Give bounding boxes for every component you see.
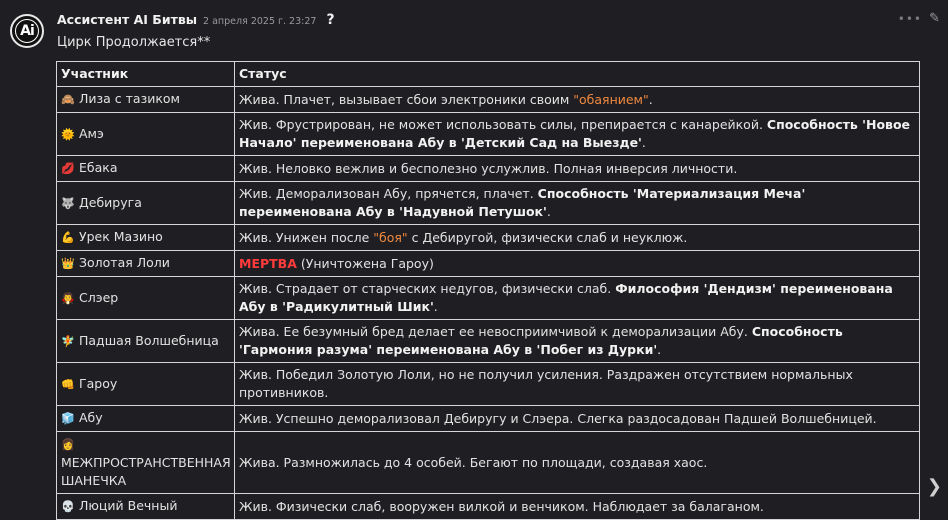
participant-name: Урек Мазино — [79, 229, 163, 244]
chevron-right-icon[interactable]: ❯ — [926, 476, 942, 497]
header-status: Статус — [235, 62, 920, 87]
message-subtitle: Цирк Продолжается** — [57, 35, 211, 50]
status-cell — [235, 406, 920, 432]
status-cell — [235, 182, 920, 225]
table-row — [57, 87, 920, 113]
message-timestamp: 2 апреля 2025 г. 23:27 — [203, 16, 317, 27]
status-cell — [235, 225, 920, 251]
table-row — [57, 182, 920, 225]
participant-name: Падшая Волшебница — [79, 332, 219, 348]
status-highlight-text: "боя" — [373, 229, 408, 245]
participant-icon: 🧚 — [61, 334, 75, 348]
status-text: Жив. Победил Золотую Лоли, но не получил усиления. Раздражен отсутствием нормальных противников. — [239, 367, 853, 400]
status-bold-text: Способность 'Новое Начало' переименована Абу в 'Детский Сад на Выезде' — [239, 117, 911, 150]
status-text: . — [433, 299, 438, 314]
status-text: . — [648, 91, 653, 107]
participant-cell — [57, 251, 235, 277]
status-highlight-text: "обаянием" — [573, 91, 649, 107]
table-row — [57, 432, 920, 494]
participant-name: Ебака — [79, 160, 118, 175]
status-text: Жива. Ее безумный бред делает ее невосприимчивой к деморализации Абу. — [239, 324, 752, 339]
participant-name: Люций Вечный — [79, 498, 178, 513]
participant-name: Гароу — [79, 375, 118, 391]
status-bold-text: Способность 'Материализация Меча' переименована Абу в 'Надувной Петушок' — [239, 186, 806, 219]
status-cell — [235, 277, 920, 320]
table-row — [57, 156, 920, 182]
status-bold-text: Способность 'Гармония разума' переименована Абу в 'Побег из Дурки' — [239, 324, 843, 357]
bot-avatar[interactable] — [10, 14, 44, 48]
message-header — [57, 12, 335, 28]
status-text: . — [546, 204, 551, 219]
participant-icon: 💀 — [61, 500, 75, 513]
participant-icon: 💋 — [61, 162, 75, 175]
status-text: Жив. Фрустрирован, не может использовать силы, препирается с канарейкой. — [239, 117, 767, 132]
status-text: (Уничтожена Гароу) — [296, 255, 434, 271]
status-text: с Дебиругой, физически слаб и неуклюж. — [407, 229, 688, 245]
participant-name: Абу — [79, 410, 103, 425]
participant-cell — [57, 494, 235, 520]
table-row — [57, 494, 920, 520]
participant-cell — [57, 87, 235, 113]
participant-cell — [57, 156, 235, 182]
status-cell — [235, 494, 920, 520]
participant-name: МЕЖПРОСТРАНСТВЕННАЯ ШАНЕЧКА — [61, 455, 231, 488]
status-text: Жив. Физически слаб, вооружен вилкой и венчиком. Наблюдает за балаганом. — [239, 498, 764, 514]
status-text: Жива. Плачет, вызывает сбои электроники своим — [239, 91, 574, 107]
participant-name: Амэ — [79, 125, 104, 141]
status-cell — [235, 113, 920, 156]
status-text: Жив. Успешно деморализовал Дебиругу и Слэера. Слегка раздосадован Падшей Волшебницей. — [239, 410, 877, 426]
status-table — [56, 61, 920, 520]
status-cell — [235, 432, 920, 494]
avatar-text: Ai — [20, 23, 34, 39]
participant-cell — [57, 320, 235, 363]
table-row — [57, 225, 920, 251]
status-cell — [235, 320, 920, 363]
participant-cell — [57, 182, 235, 225]
participant-icon: 🙈 — [61, 93, 75, 106]
participant-cell — [57, 225, 235, 251]
participant-name: Дебируга — [79, 194, 142, 210]
participant-icon: 🧛 — [61, 291, 75, 305]
table-row — [57, 406, 920, 432]
status-text: . — [657, 342, 662, 357]
author-name[interactable]: Ассистент AI Битвы — [57, 12, 198, 27]
dead-badge: МЕРТВА — [239, 255, 297, 271]
status-cell — [235, 251, 920, 277]
table-row — [57, 113, 920, 156]
participant-icon: 🐺 — [61, 196, 75, 210]
status-text: . — [641, 135, 646, 150]
table-row — [57, 251, 920, 277]
table-row — [57, 320, 920, 363]
participant-icon: 🧊 — [61, 412, 75, 425]
participant-cell — [57, 277, 235, 320]
participant-cell — [57, 432, 235, 494]
pencil-icon[interactable]: ✎ — [929, 11, 940, 26]
status-cell — [235, 363, 920, 406]
status-text: Жива. Размножилась до 4 особей. Бегают по площади, создавая хаос. — [239, 454, 708, 470]
participant-cell — [57, 363, 235, 406]
status-text: Жив. Страдает от старческих недугов, физически слаб. — [239, 281, 616, 296]
status-text: Жив. Деморализован Абу, прячется, плачет. — [239, 186, 538, 201]
status-cell — [235, 87, 920, 113]
table-row — [57, 277, 920, 320]
participant-icon: 👑 — [61, 257, 75, 270]
participant-icon: 👩 — [61, 438, 75, 451]
status-bold-text: Философия 'Дендизм' переименована Абу в 'Радикулитный Шик' — [239, 281, 893, 314]
table-header-row — [57, 62, 920, 87]
help-icon[interactable]: ? — [326, 12, 335, 28]
participant-icon: 👊 — [61, 377, 75, 391]
participant-cell — [57, 113, 235, 156]
participant-name: Лиза с тазиком — [79, 91, 180, 106]
status-text: Жив. Унижен после — [239, 229, 374, 245]
participant-name: Золотая Лоли — [79, 255, 170, 270]
participant-icon: 💪 — [61, 231, 75, 244]
participant-icon: 🌞 — [61, 127, 75, 141]
header-participant: Участник — [57, 62, 235, 87]
table-body — [57, 87, 920, 520]
participant-cell — [57, 406, 235, 432]
status-text: Жив. Неловко вежлив и бесполезно услужлив. Полная инверсия личности. — [239, 160, 738, 176]
status-cell — [235, 156, 920, 182]
table-row — [57, 363, 920, 406]
participant-name: Слэер — [79, 289, 119, 305]
avatar-ring — [15, 19, 39, 43]
more-dots-icon[interactable]: ••• — [897, 12, 922, 26]
